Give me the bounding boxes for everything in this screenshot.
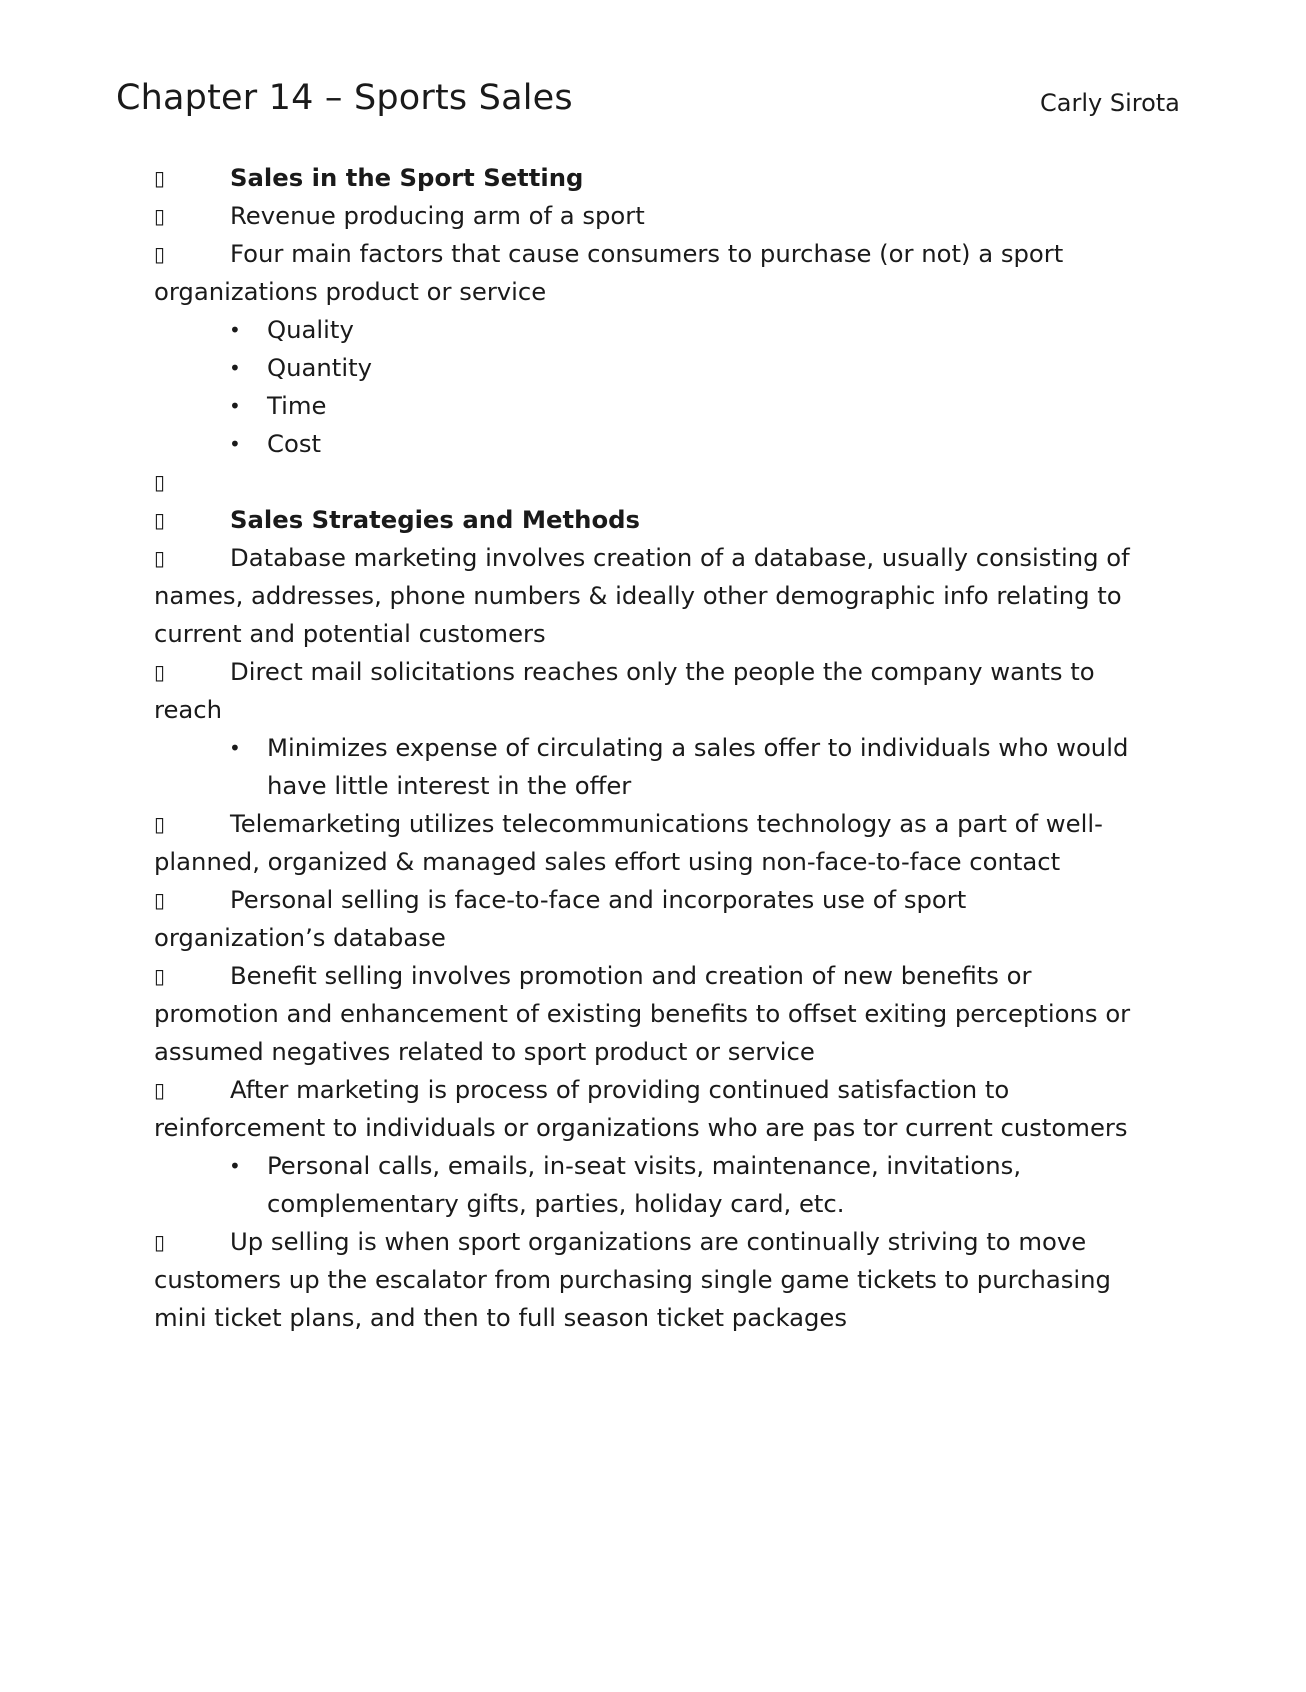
missing-glyph-icon: ▯ [154,242,166,266]
bullet-icon: • [229,736,241,760]
bullet-item [229,387,1144,425]
note-text: Direct mail solicitations reaches only the people the company wants to reach [154,657,1095,724]
bullet-text: Quality [267,315,354,344]
bullet-list [154,1147,1144,1223]
bullet-item [229,425,1144,463]
note-item [154,235,1144,311]
bullet-icon: • [229,318,241,342]
bullet-list [154,729,1144,805]
author-name: Carly Sirota [1040,89,1180,117]
bullet-item [229,729,1144,805]
note-item [154,881,1144,957]
note-text: Telemarketing utilizes telecommunications technology as a part of well-planned, organized & managed sales effort using non-face-to-face contact [154,809,1103,876]
missing-glyph-icon: ▯ [154,166,166,190]
note-item [154,1071,1144,1147]
note-item [154,197,1144,235]
notes-body [154,159,1144,1337]
bullet-item [229,349,1144,387]
section-heading-text: Sales in the Sport Setting [230,163,584,192]
missing-glyph-icon: ▯ [154,888,166,912]
bullet-item [229,311,1144,349]
bullet-icon: • [229,394,241,418]
section-heading [154,501,1144,539]
bullet-text: Personal calls, emails, in-seat visits, maintenance, invitations, complementary gifts, parties, holiday card, etc. [267,1151,1022,1218]
bullet-text: Time [267,391,327,420]
note-text: Personal selling is face-to-face and incorporates use of sport organization’s database [154,885,967,952]
bullet-icon: • [229,1154,241,1178]
section-heading-text: Sales Strategies and Methods [230,505,640,534]
note-text: Revenue producing arm of a sport [230,201,645,230]
note-text: After marketing is process of providing continued satisfaction to reinforcement to individuals or organizations who are pas tor current customers [154,1075,1128,1142]
missing-glyph-icon: ▯ [154,812,166,836]
note-item [154,805,1144,881]
missing-glyph-icon: ▯ [154,546,166,570]
note-text: Four main factors that cause consumers to purchase (or not) a sport organizations product or service [154,239,1064,306]
missing-glyph-icon: ▯ [154,964,166,988]
missing-glyph-icon: ▯ [154,660,166,684]
note-text: Benefit selling involves promotion and creation of new benefits or promotion and enhancement of existing benefits to offset exiting perceptions or assumed negatives related to sport product or service [154,961,1131,1066]
missing-glyph-icon: ▯ [154,508,166,532]
note-item [154,539,1144,653]
note-text: Database marketing involves creation of a database, usually consisting of names, addresses, phone numbers & ideally other demographic info relating to current and potential customers [154,543,1130,648]
note-item [154,463,1144,501]
note-item [154,653,1144,729]
missing-glyph-icon: ▯ [154,204,166,228]
missing-glyph-icon: ▯ [154,1078,166,1102]
note-item [154,957,1144,1071]
bullet-text: Minimizes expense of circulating a sales offer to individuals who would have little interest in the offer [267,733,1129,800]
note-text: Up selling is when sport organizations are continually striving to move customers up the escalator from purchasing single game tickets to purchasing mini ticket plans, and then to full season ticket packages [154,1227,1111,1332]
page-title: Chapter 14 – Sports Sales [116,78,573,118]
note-item [154,1223,1144,1337]
bullet-icon: • [229,432,241,456]
bullet-list [154,311,1144,463]
bullet-text: Quantity [267,353,372,382]
missing-glyph-icon: ▯ [154,470,166,494]
bullet-icon: • [229,356,241,380]
section-heading [154,159,1144,197]
bullet-text: Cost [267,429,322,458]
bullet-item [229,1147,1144,1223]
missing-glyph-icon: ▯ [154,1230,166,1254]
